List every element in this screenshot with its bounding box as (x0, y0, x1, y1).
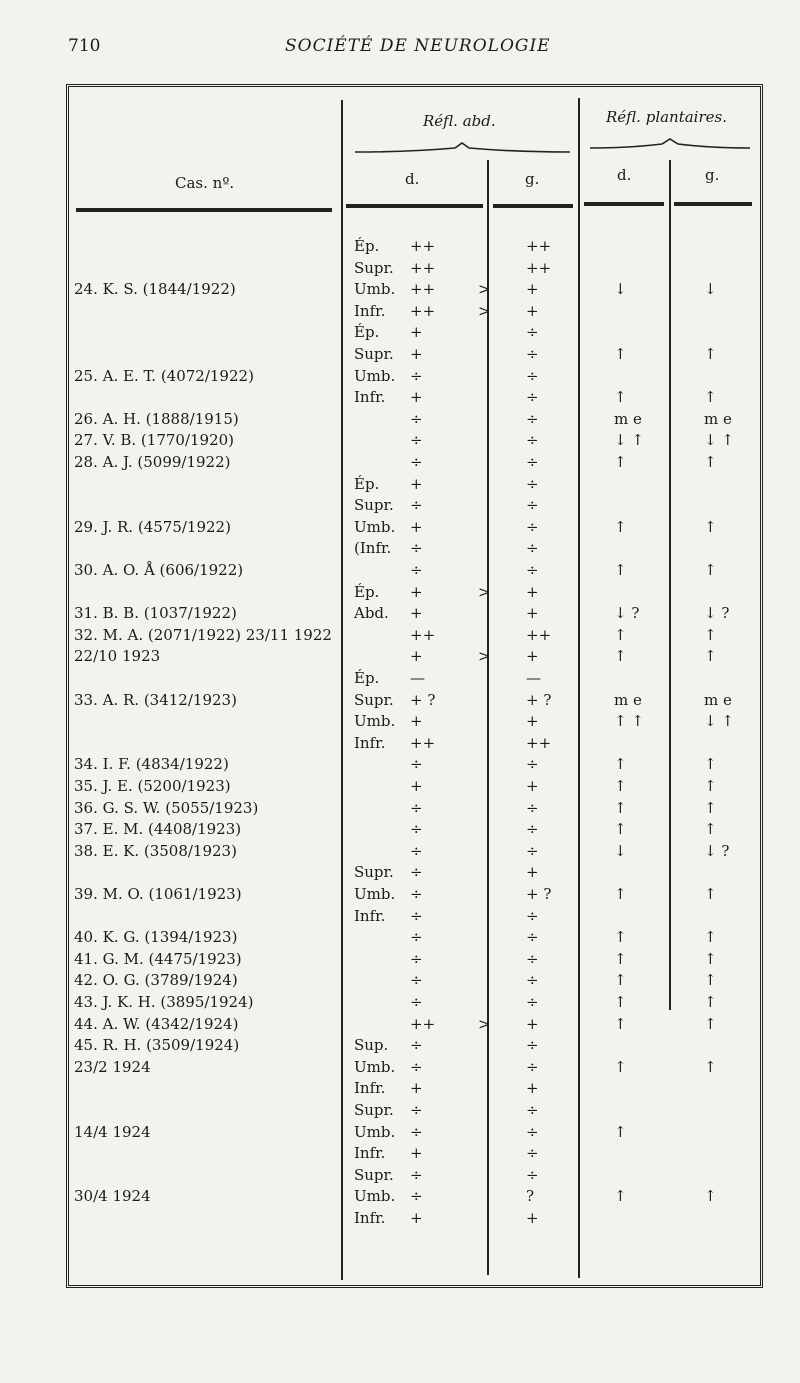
abd-g-value: ÷ (526, 345, 539, 363)
row-label: Supr. (354, 345, 394, 363)
table-row (0, 992, 800, 1013)
row-label: Ép. (354, 323, 380, 342)
abd-d-value: + (410, 474, 423, 493)
table-row (0, 452, 800, 473)
abd-g-value: + (526, 604, 539, 623)
abd-d-value: ÷ (410, 1165, 423, 1184)
plant-d-value: ↑ (614, 1122, 627, 1141)
table-row (0, 538, 800, 559)
row-label: Infr. (354, 1144, 386, 1163)
row-label: Supr. (354, 258, 394, 277)
abd-d-value: ÷ (410, 949, 423, 968)
abd-g-value: ÷ (526, 949, 539, 968)
table-row (0, 409, 800, 430)
abd-g-value: ÷ (526, 1165, 539, 1184)
row-label: Sup. (354, 1036, 389, 1055)
table-row (0, 1186, 800, 1207)
case-label: 31. B. B. (1037/1922) (74, 604, 237, 623)
abd-d-value: ÷ (410, 1187, 423, 1206)
row-label: Infr. (354, 733, 386, 752)
plant-d-value: ↑ (614, 928, 627, 947)
row-label: Supr. (354, 690, 394, 709)
plant-g-value: ↑ (704, 993, 717, 1011)
abd-d-value: ÷ (410, 453, 423, 471)
plant-g-value: ↑ (704, 1057, 717, 1076)
row-label: Supr. (354, 863, 394, 882)
row-label: Abd. (354, 604, 389, 623)
abd-d-value: ÷ (410, 928, 423, 947)
table-row (0, 970, 800, 991)
table-row (0, 582, 800, 603)
plant-d-value: ↑ (614, 453, 627, 471)
row-label: Ép. (354, 237, 380, 255)
table-row (0, 474, 800, 495)
table-row (0, 906, 800, 927)
abd-g-value: ++ (526, 237, 552, 255)
case-label: 39. M. O. (1061/1923) (74, 885, 242, 903)
case-label: 28. A. J. (5099/1922) (74, 453, 231, 471)
table-row (0, 387, 800, 408)
abd-d-value: ÷ (410, 366, 423, 385)
abd-d-value: ÷ (410, 820, 423, 839)
abd-g-value: ÷ (526, 409, 539, 428)
plant-d-value: ↑ (614, 777, 627, 795)
abd-g-value: ++ (526, 258, 552, 277)
table-row (0, 754, 800, 775)
abd-d-value: + (410, 647, 423, 666)
header-abd: Réfl. abd. (423, 112, 496, 130)
abd-g-value: ++ (526, 733, 552, 752)
abd-d-value: + (410, 582, 423, 601)
header-rule-plant-g (674, 202, 752, 206)
case-label: 37. E. M. (4408/1923) (74, 820, 242, 839)
plant-g-value: ↑ (704, 561, 717, 579)
row-label: Infr. (354, 1209, 386, 1227)
plant-g-value: ↓ (704, 280, 717, 299)
table-row (0, 625, 800, 646)
abd-g-value: + ? (526, 885, 552, 903)
abd-g-value: ÷ (526, 1122, 539, 1141)
abd-g-value: ÷ (526, 366, 539, 385)
plant-d-value: ↑ (614, 949, 627, 968)
case-label: 45. R. H. (3509/1924) (74, 1036, 240, 1055)
row-label: Supr. (354, 496, 394, 515)
abd-g-value: + (526, 863, 539, 882)
plant-d-value: ↓ ↑ (614, 431, 644, 450)
abd-g-value: + (526, 1014, 539, 1033)
header-rule-abd-g (493, 204, 573, 208)
abd-g-value: ÷ (526, 928, 539, 947)
case-label: 36. G. S. W. (5055/1923) (74, 798, 259, 817)
abd-d-value: ÷ (410, 885, 423, 903)
plant-g-value: ↑ (704, 625, 717, 644)
abd-g-value: ÷ (526, 820, 539, 839)
abd-d-value: ÷ (410, 561, 423, 579)
abd-d-value: ÷ (410, 431, 423, 450)
abd-d-value: ++ (410, 258, 436, 277)
abd-g-value: ÷ (526, 539, 539, 558)
abd-d-value: ÷ (410, 1122, 423, 1141)
table-row (0, 841, 800, 862)
case-label: 25. A. E. T. (4072/1922) (74, 366, 254, 385)
header-abd-g: g. (525, 170, 540, 188)
header-brace-abd (355, 142, 570, 156)
abd-d-value: ++ (410, 625, 436, 644)
header-rule-abd-d (346, 204, 483, 208)
abd-g-value: ÷ (526, 323, 539, 342)
case-label: 23/2 1924 (74, 1057, 151, 1076)
case-label: 24. K. S. (1844/1922) (74, 280, 236, 299)
plant-g-value: ↑ (704, 928, 717, 947)
plant-g-value: ↑ (704, 971, 717, 990)
case-label: 42. O. G. (3789/1924) (74, 971, 238, 990)
abd-d-value: ÷ (410, 1101, 423, 1119)
case-label: 43. J. K. H. (3895/1924) (74, 993, 254, 1011)
table-row (0, 236, 800, 257)
abd-d-value: + (410, 517, 423, 536)
table-row (0, 668, 800, 689)
abd-d-value: ++ (410, 237, 436, 255)
row-label: Umb. (354, 1057, 396, 1076)
abd-g-value: ÷ (526, 388, 539, 407)
plant-g-value: ↑ (704, 820, 717, 839)
table-row (0, 279, 800, 300)
abd-d-value: ÷ (410, 841, 423, 860)
abd-g-value: + (526, 647, 539, 666)
abd-d-value: ÷ (410, 906, 423, 925)
table-row (0, 430, 800, 451)
plant-d-value: m e (614, 690, 642, 709)
abd-d-value: + (410, 712, 423, 731)
case-label: 30. A. O. Å (606/1922) (74, 561, 244, 579)
case-label: 40. K. G. (1394/1923) (74, 928, 238, 947)
comparison-mark: > (478, 301, 491, 320)
case-label: 33. A. R. (3412/1923) (74, 690, 237, 709)
table-row (0, 646, 800, 667)
comparison-mark: > (478, 1014, 491, 1033)
case-label: 32. M. A. (2071/1922) 23/11 1922 (74, 625, 332, 644)
plant-d-value: ↑ (614, 561, 627, 579)
plant-d-value: ↑ (614, 625, 627, 644)
plant-d-value: ↑ (614, 388, 627, 407)
abd-g-value: ÷ (526, 453, 539, 471)
abd-g-value: — (526, 669, 541, 687)
table-row (0, 1122, 800, 1143)
table-row (0, 1100, 800, 1121)
plant-g-value: ↓ ↑ (704, 431, 734, 450)
plant-d-value: ↑ (614, 647, 627, 666)
comparison-mark: > (478, 582, 491, 601)
case-label: 14/4 1924 (74, 1122, 151, 1141)
table-row (0, 344, 800, 365)
plant-g-value: ↑ (704, 798, 717, 817)
plant-g-value: ↑ (704, 949, 717, 968)
plant-d-value: ↑ (614, 1057, 627, 1076)
abd-d-value: ÷ (410, 539, 423, 558)
abd-g-value: + (526, 1079, 539, 1098)
plant-g-value: m e (704, 409, 732, 428)
table-row (0, 798, 800, 819)
header-brace-plant (590, 138, 750, 152)
case-label: 29. J. R. (4575/1922) (74, 517, 231, 536)
case-label: 27. V. B. (1770/1920) (74, 431, 235, 450)
row-label: Umb. (354, 517, 396, 536)
table-row (0, 927, 800, 948)
plant-g-value: ↑ (704, 885, 717, 903)
case-label: 41. G. M. (4475/1923) (74, 949, 242, 968)
row-label: Infr. (354, 388, 386, 407)
abd-g-value: + (526, 301, 539, 320)
row-label: Ép. (354, 582, 380, 601)
case-label: 38. E. K. (3508/1923) (74, 841, 237, 860)
table-row (0, 322, 800, 343)
row-label: Umb. (354, 366, 396, 385)
abd-g-value: ÷ (526, 841, 539, 860)
abd-g-value: + (526, 280, 539, 299)
abd-d-value: ÷ (410, 993, 423, 1011)
abd-d-value: + (410, 1079, 423, 1098)
table-row (0, 258, 800, 279)
row-label: Umb. (354, 1187, 396, 1206)
abd-g-value: ÷ (526, 496, 539, 515)
row-label: Umb. (354, 280, 396, 299)
abd-g-value: ÷ (526, 993, 539, 1011)
plant-g-value: m e (704, 690, 732, 709)
abd-g-value: + (526, 1209, 539, 1227)
plant-d-value: m e (614, 409, 642, 428)
running-title: SOCIÉTÉ DE NEUROLOGIE (285, 36, 551, 56)
plant-d-value: ↑ (614, 993, 627, 1011)
table-row (0, 690, 800, 711)
abd-g-value: ÷ (526, 798, 539, 817)
table-row (0, 517, 800, 538)
plant-g-value: ↓ ? (704, 841, 730, 860)
abd-d-value: + (410, 388, 423, 407)
abd-d-value: + (410, 604, 423, 623)
table-row (0, 949, 800, 970)
table-row (0, 1035, 800, 1056)
plant-g-value: ↑ (704, 755, 717, 774)
row-label: Supr. (354, 1101, 394, 1119)
abd-d-value: ÷ (410, 409, 423, 428)
table-row (0, 884, 800, 905)
plant-g-value: ↑ (704, 647, 717, 666)
abd-d-value: + (410, 1209, 423, 1227)
abd-g-value: ÷ (526, 561, 539, 579)
comparison-mark: > (478, 280, 491, 299)
table-row (0, 366, 800, 387)
abd-d-value: + ? (410, 690, 436, 709)
plant-g-value: ↑ (704, 777, 717, 795)
abd-d-value: ++ (410, 733, 436, 752)
comparison-mark: > (478, 647, 491, 666)
table-row (0, 603, 800, 624)
plant-g-value: ↑ (704, 453, 717, 471)
row-label: Umb. (354, 1122, 396, 1141)
plant-d-value: ↑ (614, 755, 627, 774)
header-case: Cas. nº. (175, 174, 235, 192)
abd-g-value: ÷ (526, 1144, 539, 1163)
plant-g-value: ↑ (704, 1187, 717, 1206)
table-row (0, 733, 800, 754)
table-row (0, 1014, 800, 1035)
table-row (0, 711, 800, 732)
plant-g-value: ↑ (704, 517, 717, 536)
row-label: Ép. (354, 669, 380, 687)
table-row (0, 301, 800, 322)
table-row (0, 1165, 800, 1186)
row-label: Infr. (354, 906, 386, 925)
plant-g-value: ↑ (704, 388, 717, 407)
abd-g-value: ÷ (526, 906, 539, 925)
case-label: 34. I. F. (4834/1922) (74, 755, 229, 774)
abd-g-value: + (526, 712, 539, 731)
row-label: Supr. (354, 1165, 394, 1184)
abd-d-value: ÷ (410, 496, 423, 515)
row-label: Ép. (354, 474, 380, 493)
plant-g-value: ↑ (704, 345, 717, 363)
abd-d-value: ÷ (410, 971, 423, 990)
table-row (0, 1078, 800, 1099)
plant-d-value: ↑ (614, 345, 627, 363)
abd-d-value: ÷ (410, 1057, 423, 1076)
table-row (0, 819, 800, 840)
plant-d-value: ↑ (614, 885, 627, 903)
abd-g-value: ÷ (526, 1101, 539, 1119)
case-label: 22/10 1923 (74, 647, 161, 666)
table-row (0, 1057, 800, 1078)
plant-d-value: ↑ (614, 1187, 627, 1206)
plant-d-value: ↑ (614, 798, 627, 817)
row-label: Umb. (354, 712, 396, 731)
header-plant-d: d. (617, 166, 632, 184)
header-plant-g: g. (705, 166, 720, 184)
plant-d-value: ↓ ? (614, 604, 640, 623)
plant-d-value: ↑ (614, 1014, 627, 1033)
abd-d-value: ÷ (410, 755, 423, 774)
plant-g-value: ↑ (704, 1014, 717, 1033)
plant-d-value: ↓ (614, 280, 627, 299)
abd-g-value: ++ (526, 625, 552, 644)
abd-d-value: ÷ (410, 1036, 423, 1055)
plant-g-value: ↓ ↑ (704, 712, 734, 731)
plant-d-value: ↑ (614, 517, 627, 536)
table-row (0, 560, 800, 581)
row-label: Infr. (354, 301, 386, 320)
abd-d-value: + (410, 323, 423, 342)
abd-d-value: — (410, 669, 425, 687)
case-label: 30/4 1924 (74, 1187, 151, 1206)
abd-g-value: + ? (526, 690, 552, 709)
abd-g-value: ÷ (526, 1057, 539, 1076)
abd-g-value: ÷ (526, 1036, 539, 1055)
abd-g-value: ÷ (526, 474, 539, 493)
abd-d-value: ++ (410, 1014, 436, 1033)
table-row (0, 1143, 800, 1164)
abd-g-value: + (526, 582, 539, 601)
abd-d-value: ++ (410, 301, 436, 320)
plant-d-value: ↓ (614, 841, 627, 860)
abd-d-value: + (410, 777, 423, 795)
case-label: 26. A. H. (1888/1915) (74, 409, 239, 428)
plant-g-value: ↓ ? (704, 604, 730, 623)
page-header (0, 36, 800, 60)
row-label: Umb. (354, 885, 396, 903)
abd-d-value: ++ (410, 280, 436, 299)
abd-g-value: ÷ (526, 431, 539, 450)
abd-g-value: ÷ (526, 971, 539, 990)
row-label: Infr. (354, 1079, 386, 1098)
abd-g-value: ÷ (526, 755, 539, 774)
abd-d-value: ÷ (410, 798, 423, 817)
header-abd-d: d. (405, 170, 420, 188)
table-row (0, 495, 800, 516)
header-rule-plant-d (584, 202, 664, 206)
table-row (0, 862, 800, 883)
table-row (0, 1208, 800, 1229)
case-label: 44. A. W. (4342/1924) (74, 1014, 239, 1033)
plant-d-value: ↑ ↑ (614, 712, 644, 731)
case-label: 35. J. E. (5200/1923) (74, 777, 231, 795)
table-row (0, 776, 800, 797)
plant-d-value: ↑ (614, 820, 627, 839)
abd-d-value: + (410, 345, 423, 363)
header-plant: Réfl. plantaires. (606, 108, 727, 126)
row-label: (Infr. (354, 539, 392, 558)
abd-g-value: ? (526, 1187, 535, 1206)
abd-g-value: ÷ (526, 517, 539, 536)
page-number: 710 (68, 36, 101, 56)
abd-g-value: + (526, 777, 539, 795)
abd-d-value: + (410, 1144, 423, 1163)
abd-d-value: ÷ (410, 863, 423, 882)
header-rule-case (76, 208, 332, 212)
plant-d-value: ↑ (614, 971, 627, 990)
